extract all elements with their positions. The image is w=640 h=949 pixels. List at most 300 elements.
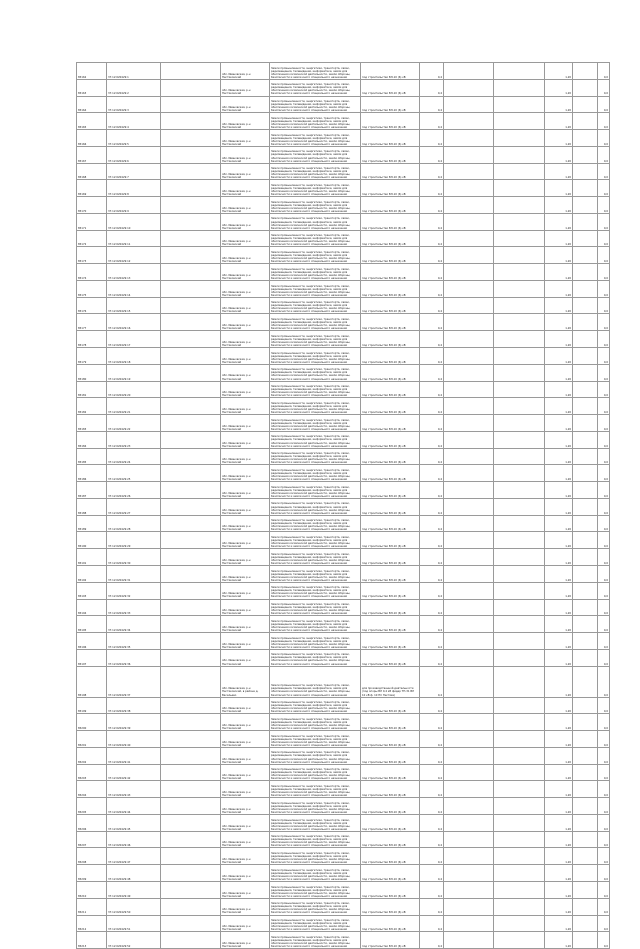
land-category-cell: Земли промышленности, энергетики, транспорта, связи, радиовещания, телевидения, информатики, земли для обеспечения космической деятельности, земли обороны, безопасности и земли иного специального назначения xyxy=(270,747,361,764)
empty-cell xyxy=(444,781,494,798)
table-row xyxy=(77,881,610,898)
permitted-use-cell: под строительство ВЛ-10 (6) кВ xyxy=(361,515,420,532)
empty-cell xyxy=(444,297,494,314)
land-category-cell: Земли промышленности, энергетики, транспорта, связи, радиовещания, телевидения, информатики, земли для обеспечения космической деятельности, земли обороны, безопасности и земли иного специального назначения xyxy=(270,297,361,314)
empty-cell xyxy=(161,798,221,815)
area-cell: 0,4 xyxy=(420,297,444,314)
table-row xyxy=(77,848,610,865)
area-cell: 0,4 xyxy=(420,79,444,96)
empty-cell xyxy=(161,79,221,96)
empty-cell xyxy=(494,431,545,448)
empty-cell xyxy=(494,881,545,898)
empty-cell xyxy=(494,616,545,633)
row-number-cell: 85208 xyxy=(77,848,107,865)
permitted-use-cell: под строительство ВЛ-10 (6) кВ xyxy=(361,213,420,230)
permitted-use-cell: под строительство ВЛ-10 (6) кВ xyxy=(361,197,420,214)
area-cell: 0,4 xyxy=(420,180,444,197)
tail-value-cell: 0,0 xyxy=(598,498,610,515)
row-number-cell: 85167 xyxy=(77,146,107,163)
tail-value-cell: 0,0 xyxy=(598,180,610,197)
area-cell: 0,4 xyxy=(420,898,444,915)
area-cell: 0,4 xyxy=(420,314,444,331)
land-register-table xyxy=(76,62,610,949)
cadastral-number-cell: 37:12:020429:23 xyxy=(107,431,161,448)
row-number-cell: 85209 xyxy=(77,865,107,882)
row-number-cell: 85166 xyxy=(77,130,107,147)
empty-cell xyxy=(161,348,221,365)
empty-cell xyxy=(161,465,221,482)
empty-cell xyxy=(573,865,598,882)
empty-cell xyxy=(161,230,221,247)
empty-cell xyxy=(161,280,221,297)
empty-cell xyxy=(573,898,598,915)
rate-cell: 1,20 xyxy=(545,814,573,831)
address-cell: обл. Ивановская, р-н Пестяковский xyxy=(221,197,270,214)
empty-cell xyxy=(494,599,545,616)
row-number-cell: 85192 xyxy=(77,565,107,582)
cadastral-number-cell: 37:12:020429:44 xyxy=(107,798,161,815)
address-cell: обл. Ивановская, р-н Пестяковский xyxy=(221,582,270,599)
area-cell: 0,4 xyxy=(420,881,444,898)
empty-cell xyxy=(444,649,494,666)
empty-cell xyxy=(573,633,598,650)
cadastral-number-cell: 37:12:020429:22 xyxy=(107,415,161,432)
area-cell: 0,4 xyxy=(420,381,444,398)
empty-cell xyxy=(444,247,494,264)
address-cell: обл. Ивановская, р-н Пестяковский xyxy=(221,163,270,180)
area-cell: 0,4 xyxy=(420,747,444,764)
land-category-cell: Земли промышленности, энергетики, транспорта, связи, радиовещания, телевидения, информатики, земли для обеспечения космической деятельности, земли обороны, безопасности и земли иного специального назначения xyxy=(270,697,361,714)
permitted-use-cell: под строительство ВЛ-10 (6) кВ xyxy=(361,714,420,731)
empty-cell xyxy=(444,865,494,882)
rate-cell: 1,20 xyxy=(545,549,573,566)
address-cell: обл. Ивановская, р-н Пестяковский xyxy=(221,297,270,314)
cadastral-number-cell: 37:12:020429:40 xyxy=(107,731,161,748)
cadastral-number-cell: 37:12:020429:7 xyxy=(107,163,161,180)
land-category-cell: Земли промышленности, энергетики, транспорта, связи, радиовещания, телевидения, информатики, земли для обеспечения космической деятельности, земли обороны, безопасности и земли иного специального назначения xyxy=(270,565,361,582)
row-number-cell: 85190 xyxy=(77,532,107,549)
table-row xyxy=(77,465,610,482)
empty-cell xyxy=(494,297,545,314)
tail-value-cell: 0,0 xyxy=(598,398,610,415)
address-cell: обл. Ивановская, р-н Пестяковский xyxy=(221,697,270,714)
table-row xyxy=(77,63,610,80)
tail-value-cell: 0,0 xyxy=(598,915,610,932)
cadastral-number-cell: 37:12:020429:5 xyxy=(107,130,161,147)
land-category-cell: Земли промышленности, энергетики, транспорта, связи, радиовещания, телевидения, информатики, земли для обеспечения космической деятельности, земли обороны, безопасности и земли иного специального назначения xyxy=(270,498,361,515)
empty-cell xyxy=(573,532,598,549)
empty-cell xyxy=(573,113,598,130)
area-cell: 0,4 xyxy=(420,398,444,415)
tail-value-cell: 0,0 xyxy=(598,731,610,748)
address-cell: обл. Ивановская, р-н Пестяковский xyxy=(221,381,270,398)
permitted-use-cell: под строительство ВЛ-10 (6) кВ xyxy=(361,565,420,582)
land-category-cell: Земли промышленности, энергетики, транспорта, связи, радиовещания, телевидения, информатики, земли для обеспечения космической деятельности, земли обороны, безопасности и земли иного специального назначения xyxy=(270,714,361,731)
tail-value-cell: 0,0 xyxy=(598,932,610,949)
permitted-use-cell: под строительство ВЛ-10 (6) кВ xyxy=(361,79,420,96)
empty-cell xyxy=(161,163,221,180)
table-row xyxy=(77,498,610,515)
table-row xyxy=(77,831,610,848)
empty-cell xyxy=(444,431,494,448)
rate-cell: 1,20 xyxy=(545,297,573,314)
tail-value-cell: 0,0 xyxy=(598,649,610,666)
empty-cell xyxy=(494,764,545,781)
land-category-cell: Земли промышленности, энергетики, транспорта, связи, радиовещания, телевидения, информатики, земли для обеспечения космической деятельности, земли обороны, безопасности и земли иного специального назначения xyxy=(270,146,361,163)
empty-cell xyxy=(444,197,494,214)
tail-value-cell: 0,0 xyxy=(598,532,610,549)
land-category-cell: Земли промышленности, энергетики, транспорта, связи, радиовещания, телевидения, информатики, земли для обеспечения космической деятельности, земли обороны, безопасности и земли иного специального назначения xyxy=(270,881,361,898)
empty-cell xyxy=(573,482,598,499)
permitted-use-cell: под строительство ВЛ-10 (6) кВ xyxy=(361,616,420,633)
row-number-cell: 85177 xyxy=(77,314,107,331)
empty-cell xyxy=(444,714,494,731)
cadastral-number-cell: 37:12:020429:31 xyxy=(107,565,161,582)
empty-cell xyxy=(494,714,545,731)
tail-value-cell: 0,0 xyxy=(598,146,610,163)
area-cell: 0,4 xyxy=(420,932,444,949)
row-number-cell: 85176 xyxy=(77,297,107,314)
empty-cell xyxy=(161,764,221,781)
empty-cell xyxy=(494,163,545,180)
table-row xyxy=(77,247,610,264)
address-cell: обл. Ивановская, р-н Пестяковский xyxy=(221,848,270,865)
empty-cell xyxy=(494,448,545,465)
area-cell: 0,4 xyxy=(420,113,444,130)
area-cell: 0,4 xyxy=(420,549,444,566)
empty-cell xyxy=(161,364,221,381)
rate-cell: 1,20 xyxy=(545,113,573,130)
table-row xyxy=(77,714,610,731)
area-cell: 0,4 xyxy=(420,415,444,432)
row-number-cell: 85212 xyxy=(77,915,107,932)
table-row xyxy=(77,415,610,432)
empty-cell xyxy=(494,831,545,848)
empty-cell xyxy=(444,798,494,815)
rate-cell: 1,20 xyxy=(545,697,573,714)
row-number-cell: 85174 xyxy=(77,264,107,281)
empty-cell xyxy=(494,747,545,764)
address-cell: обл. Ивановская, р-н Пестяковский xyxy=(221,448,270,465)
address-cell: обл. Ивановская, р-н Пестяковский xyxy=(221,831,270,848)
empty-cell xyxy=(444,932,494,949)
row-number-cell: 85200 xyxy=(77,714,107,731)
address-cell: обл. Ивановская, р-н Пестяковский xyxy=(221,96,270,113)
tail-value-cell: 0,0 xyxy=(598,697,610,714)
empty-cell xyxy=(573,431,598,448)
rate-cell: 1,20 xyxy=(545,798,573,815)
row-number-cell: 85170 xyxy=(77,197,107,214)
table-row xyxy=(77,264,610,281)
cadastral-number-cell: 37:12:020429:43 xyxy=(107,781,161,798)
table-row xyxy=(77,549,610,566)
empty-cell xyxy=(444,448,494,465)
empty-cell xyxy=(573,398,598,415)
cadastral-number-cell: 37:12:020429:25 xyxy=(107,465,161,482)
address-cell: обл. Ивановская, р-н Пестяковский xyxy=(221,264,270,281)
empty-cell xyxy=(573,498,598,515)
cadastral-number-cell: 37:12:020429:29 xyxy=(107,532,161,549)
address-cell: обл. Ивановская, р-н Пестяковский xyxy=(221,331,270,348)
address-cell: обл. Ивановская, р-н Пестяковский xyxy=(221,465,270,482)
tail-value-cell: 0,0 xyxy=(598,515,610,532)
empty-cell xyxy=(444,747,494,764)
tail-value-cell: 0,0 xyxy=(598,714,610,731)
rate-cell: 1,20 xyxy=(545,582,573,599)
address-cell: обл. Ивановская, р-н Пестяковский xyxy=(221,498,270,515)
table-row xyxy=(77,515,610,532)
area-cell: 0,4 xyxy=(420,331,444,348)
empty-cell xyxy=(161,881,221,898)
tail-value-cell: 0,0 xyxy=(598,79,610,96)
area-cell: 0,4 xyxy=(420,213,444,230)
row-number-cell: 85168 xyxy=(77,163,107,180)
rate-cell: 1,20 xyxy=(545,398,573,415)
area-cell: 0,4 xyxy=(420,831,444,848)
address-cell: обл. Ивановская, р-н Пестяковский xyxy=(221,180,270,197)
empty-cell xyxy=(494,264,545,281)
area-cell: 0,4 xyxy=(420,96,444,113)
area-cell: 0,4 xyxy=(420,431,444,448)
land-category-cell: Земли промышленности, энергетики, транспорта, связи, радиовещания, телевидения, информатики, земли для обеспечения космической деятельности, земли обороны, безопасности и земли иного специального назначения xyxy=(270,381,361,398)
permitted-use-cell: под строительство ВЛ-10 (6) кВ xyxy=(361,915,420,932)
land-category-cell: Земли промышленности, энергетики, транспорта, связи, радиовещания, телевидения, информатики, земли для обеспечения космической деятельности, земли обороны, безопасности и земли иного специального назначения xyxy=(270,515,361,532)
empty-cell xyxy=(444,331,494,348)
empty-cell xyxy=(573,364,598,381)
rate-cell: 1,20 xyxy=(545,146,573,163)
rate-cell: 1,20 xyxy=(545,932,573,949)
address-cell: обл. Ивановская, р-н Пестяковский xyxy=(221,616,270,633)
empty-cell xyxy=(161,398,221,415)
permitted-use-cell: под строительство ВЛ-10 (6) кВ xyxy=(361,649,420,666)
cadastral-number-cell: 37:12:020429:3 xyxy=(107,96,161,113)
empty-cell xyxy=(573,565,598,582)
empty-cell xyxy=(444,482,494,499)
land-category-cell: Земли промышленности, энергетики, транспорта, связи, радиовещания, телевидения, информатики, земли для обеспечения космической деятельности, земли обороны, безопасности и земли иного специального назначения xyxy=(270,549,361,566)
cadastral-number-cell: 37:12:020429:41 xyxy=(107,747,161,764)
land-category-cell: Земли промышленности, энергетики, транспорта, связи, радиовещания, телевидения, информатики, земли для обеспечения космической деятельности, земли обороны, безопасности и земли иного специального назначения xyxy=(270,431,361,448)
empty-cell xyxy=(573,582,598,599)
table-row xyxy=(77,96,610,113)
rate-cell: 1,20 xyxy=(545,280,573,297)
tail-value-cell: 0,0 xyxy=(598,415,610,432)
row-number-cell: 85187 xyxy=(77,482,107,499)
permitted-use-cell: под строительство ВЛ-10 (6) кВ xyxy=(361,163,420,180)
empty-cell xyxy=(444,898,494,915)
empty-cell xyxy=(573,666,598,697)
empty-cell xyxy=(161,814,221,831)
empty-cell xyxy=(573,881,598,898)
tail-value-cell: 0,0 xyxy=(598,831,610,848)
land-category-cell: Земли промышленности, энергетики, транспорта, связи, радиовещания, телевидения, информатики, земли для обеспечения космической деятельности, земли обороны, безопасности и земли иного специального назначения xyxy=(270,264,361,281)
address-cell: обл. Ивановская, р-н Пестяковский xyxy=(221,865,270,882)
empty-cell xyxy=(161,731,221,748)
table-row xyxy=(77,381,610,398)
address-cell: обл. Ивановская, р-н Пестяковский xyxy=(221,146,270,163)
permitted-use-cell: под строительство ВЛ-10 (6) кВ xyxy=(361,314,420,331)
permitted-use-cell: под строительство ВЛ-10 (6) кВ xyxy=(361,63,420,80)
address-cell: обл. Ивановская, р-н Пестяковский xyxy=(221,314,270,331)
tail-value-cell: 0,0 xyxy=(598,230,610,247)
address-cell: обл. Ивановская, р-н Пестяковский xyxy=(221,881,270,898)
rate-cell: 1,20 xyxy=(545,498,573,515)
rate-cell: 1,20 xyxy=(545,230,573,247)
empty-cell xyxy=(494,364,545,381)
empty-cell xyxy=(161,599,221,616)
land-category-cell: Земли промышленности, энергетики, транспорта, связи, радиовещания, телевидения, информатики, земли для обеспечения космической деятельности, земли обороны, безопасности и земли иного специального назначения xyxy=(270,898,361,915)
table-row xyxy=(77,113,610,130)
area-cell: 0,4 xyxy=(420,697,444,714)
cadastral-number-cell: 37:12:020429:13 xyxy=(107,264,161,281)
empty-cell xyxy=(444,731,494,748)
land-category-cell: Земли промышленности, энергетики, транспорта, связи, радиовещания, телевидения, информатики, земли для обеспечения космической деятельности, земли обороны, безопасности и земли иного специального назначения xyxy=(270,398,361,415)
area-cell: 0,4 xyxy=(420,230,444,247)
rate-cell: 1,20 xyxy=(545,781,573,798)
address-cell: обл. Ивановская, р-н Пестяковский xyxy=(221,898,270,915)
tail-value-cell: 0,0 xyxy=(598,197,610,214)
area-cell: 0,4 xyxy=(420,63,444,80)
empty-cell xyxy=(161,130,221,147)
empty-cell xyxy=(444,582,494,599)
row-number-cell: 85201 xyxy=(77,731,107,748)
area-cell: 0,4 xyxy=(420,498,444,515)
empty-cell xyxy=(494,130,545,147)
empty-cell xyxy=(494,649,545,666)
area-cell: 0,4 xyxy=(420,448,444,465)
empty-cell xyxy=(494,213,545,230)
empty-cell xyxy=(444,697,494,714)
permitted-use-cell: под строительство ВЛ-10 (6) кВ xyxy=(361,130,420,147)
empty-cell xyxy=(444,498,494,515)
row-number-cell: 85163 xyxy=(77,79,107,96)
permitted-use-cell: под строительство ВЛ-10 (6) кВ xyxy=(361,247,420,264)
tail-value-cell: 0,0 xyxy=(598,331,610,348)
rate-cell: 1,20 xyxy=(545,448,573,465)
empty-cell xyxy=(494,113,545,130)
empty-cell xyxy=(444,881,494,898)
empty-cell xyxy=(573,180,598,197)
area-cell: 0,4 xyxy=(420,482,444,499)
tail-value-cell: 0,0 xyxy=(598,599,610,616)
address-cell: обл. Ивановская, р-н Пестяковский xyxy=(221,364,270,381)
table-row xyxy=(77,314,610,331)
row-number-cell: 85182 xyxy=(77,398,107,415)
permitted-use-cell: для производственной деятельности (под опоры ВЛ 0,4 кВ фидер ТП-31 ВЛ 10 кВ ф. 10 ПС Пестяки) xyxy=(361,666,420,697)
empty-cell xyxy=(161,747,221,764)
land-category-cell: Земли промышленности, энергетики, транспорта, связи, радиовещания, телевидения, информатики, земли для обеспечения космической деятельности, земли обороны, безопасности и земли иного специального назначения xyxy=(270,415,361,432)
empty-cell xyxy=(494,348,545,365)
empty-cell xyxy=(494,498,545,515)
row-number-cell: 85193 xyxy=(77,582,107,599)
address-cell: обл. Ивановская, р-н Пестяковский xyxy=(221,633,270,650)
empty-cell xyxy=(573,415,598,432)
empty-cell xyxy=(161,314,221,331)
row-number-cell: 85179 xyxy=(77,348,107,365)
empty-cell xyxy=(444,146,494,163)
row-number-cell: 85202 xyxy=(77,747,107,764)
empty-cell xyxy=(444,280,494,297)
land-category-cell: Земли промышленности, энергетики, транспорта, связи, радиовещания, телевидения, информатики, земли для обеспечения космической деятельности, земли обороны, безопасности и земли иного специального назначения xyxy=(270,616,361,633)
table-row xyxy=(77,79,610,96)
area-cell: 0,4 xyxy=(420,264,444,281)
cadastral-number-cell: 37:12:020429:27 xyxy=(107,498,161,515)
row-number-cell: 85186 xyxy=(77,465,107,482)
area-cell: 0,4 xyxy=(420,865,444,882)
cadastral-number-cell: 37:12:020429:12 xyxy=(107,247,161,264)
row-number-cell: 85195 xyxy=(77,616,107,633)
permitted-use-cell: под строительство ВЛ-10 (6) кВ xyxy=(361,113,420,130)
cadastral-number-cell: 37:12:020429:32 xyxy=(107,582,161,599)
area-cell: 0,4 xyxy=(420,714,444,731)
table-row xyxy=(77,431,610,448)
empty-cell xyxy=(573,230,598,247)
cadastral-number-cell: 37:12:020429:42 xyxy=(107,764,161,781)
rate-cell: 1,20 xyxy=(545,515,573,532)
table-row xyxy=(77,798,610,815)
address-cell: обл. Ивановская, р-н Пестяковский xyxy=(221,515,270,532)
cadastral-number-cell: 37:12:020429:24 xyxy=(107,448,161,465)
tail-value-cell: 0,0 xyxy=(598,666,610,697)
address-cell: обл. Ивановская, р-н Пестяковский xyxy=(221,113,270,130)
table-row xyxy=(77,599,610,616)
empty-cell xyxy=(444,616,494,633)
empty-cell xyxy=(444,398,494,415)
rate-cell: 1,20 xyxy=(545,714,573,731)
area-cell: 0,4 xyxy=(420,565,444,582)
land-category-cell: Земли промышленности, энергетики, транспорта, связи, радиовещания, телевидения, информатики, земли для обеспечения космической деятельности, земли обороны, безопасности и земли иного специального назначения xyxy=(270,213,361,230)
rate-cell: 1,20 xyxy=(545,532,573,549)
permitted-use-cell: под строительство ВЛ-10 (6) кВ xyxy=(361,582,420,599)
empty-cell xyxy=(161,247,221,264)
land-category-cell: Земли промышленности, энергетики, транспорта, связи, радиовещания, телевидения, информатики, земли для обеспечения космической деятельности, земли обороны, безопасности и земли иного специального назначения xyxy=(270,915,361,932)
table-row xyxy=(77,348,610,365)
tail-value-cell: 0,0 xyxy=(598,465,610,482)
table-row xyxy=(77,163,610,180)
permitted-use-cell: под строительство ВЛ-10 (6) кВ xyxy=(361,364,420,381)
land-category-cell: Земли промышленности, энергетики, транспорта, связи, радиовещания, телевидения, информатики, земли для обеспечения космической деятельности, земли обороны, безопасности и земли иного специального назначения xyxy=(270,731,361,748)
row-number-cell: 85169 xyxy=(77,180,107,197)
row-number-cell: 85210 xyxy=(77,881,107,898)
empty-cell xyxy=(444,213,494,230)
table-row xyxy=(77,915,610,932)
permitted-use-cell: под строительство ВЛ-10 (6) кВ xyxy=(361,697,420,714)
row-number-cell: 85188 xyxy=(77,498,107,515)
land-category-cell: Земли промышленности, энергетики, транспорта, связи, радиовещания, телевидения, информатики, земли для обеспечения космической деятельности, земли обороны, безопасности и земли иного специального назначения xyxy=(270,96,361,113)
table-row xyxy=(77,398,610,415)
address-cell: обл. Ивановская, р-н Пестяковский xyxy=(221,814,270,831)
empty-cell xyxy=(494,180,545,197)
area-cell: 0,4 xyxy=(420,532,444,549)
cadastral-number-cell: 37:12:020429:33 xyxy=(107,599,161,616)
address-cell: обл. Ивановская, р-н Пестяковский xyxy=(221,230,270,247)
empty-cell xyxy=(444,814,494,831)
empty-cell xyxy=(161,331,221,348)
table-row xyxy=(77,814,610,831)
empty-cell xyxy=(444,163,494,180)
tail-value-cell: 0,0 xyxy=(598,264,610,281)
empty-cell xyxy=(161,666,221,697)
area-cell: 0,4 xyxy=(420,197,444,214)
address-cell: обл. Ивановская, р-н Пестяковский xyxy=(221,549,270,566)
tail-value-cell: 0,0 xyxy=(598,381,610,398)
table-row xyxy=(77,731,610,748)
permitted-use-cell: под строительство ВЛ-10 (6) кВ xyxy=(361,932,420,949)
land-category-cell: Земли промышленности, энергетики, транспорта, связи, радиовещания, телевидения, информатики, земли для обеспечения космической деятельности, земли обороны, безопасности и земли иного специального назначения xyxy=(270,79,361,96)
address-cell: обл. Ивановская, р-н Пестяковский xyxy=(221,280,270,297)
empty-cell xyxy=(573,146,598,163)
empty-cell xyxy=(444,532,494,549)
address-cell: обл. Ивановская, р-н Пестяковский xyxy=(221,781,270,798)
